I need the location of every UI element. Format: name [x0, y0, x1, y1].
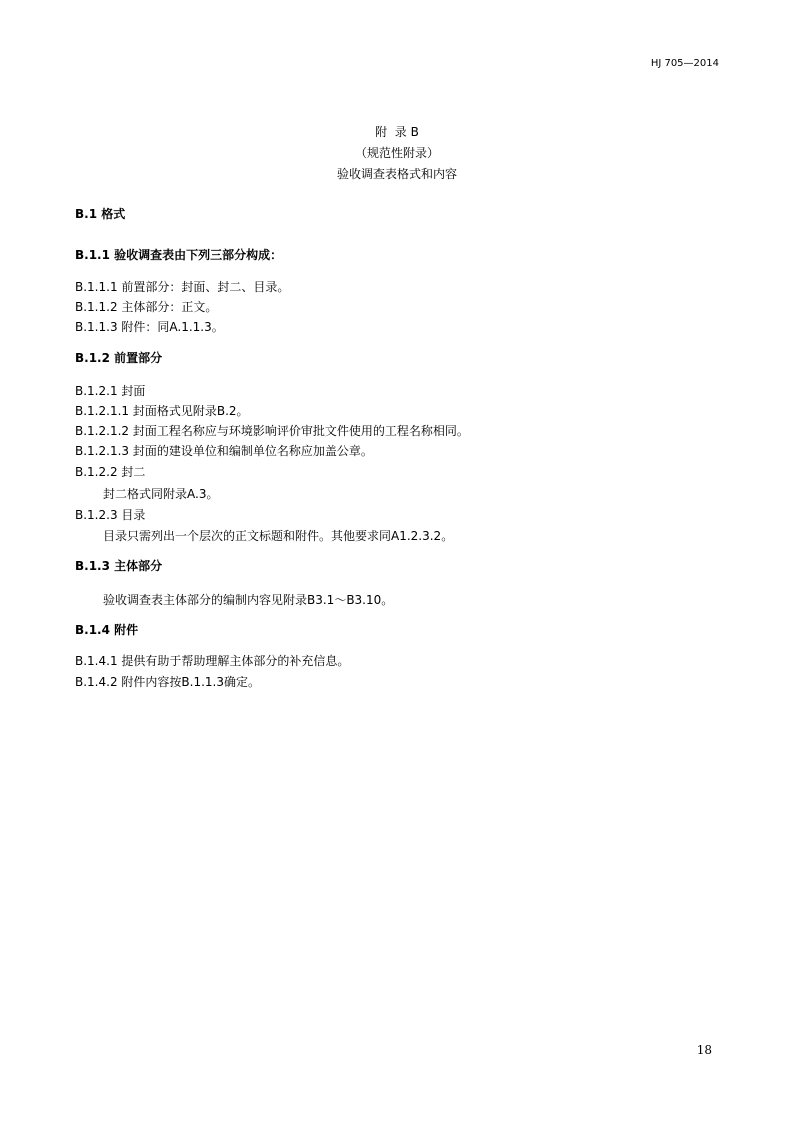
- clause-b1-2-3-text: 目录只需列出一个层次的正文标题和附件。其他要求同A1.2.3.2。: [103, 529, 454, 543]
- section-heading-b1-3: B.1.3 主体部分: [75, 559, 163, 573]
- clause-b1-2-2-text: 封二格式同附录A.3。: [103, 487, 219, 501]
- clause-b1-1-1: B.1.1.1 前置部分：封面、封二、目录。: [75, 280, 290, 294]
- clause-b1-2-3: B.1.2.3 目录: [75, 508, 146, 522]
- clause-b1-4-1: B.1.4.1 提供有助于帮助理解主体部分的补充信息。: [75, 654, 350, 668]
- section-heading-b1: B.1 格式: [75, 207, 126, 221]
- appendix-title-block: [0, 122, 794, 185]
- clause-b1-2-1: B.1.2.1 封面: [75, 384, 146, 398]
- clause-b1-2-1-2: B.1.2.1.2 封面工程名称应与环境影响评价审批文件使用的工程名称相同。: [75, 424, 469, 438]
- document-code: HJ 705—2014: [650, 58, 719, 69]
- clause-b1-1-2: B.1.1.2 主体部分：正文。: [75, 300, 218, 314]
- section-heading-b1-4: B.1.4 附件: [75, 623, 139, 637]
- section-heading-b1-1: B.1.1 验收调查表由下列三部分构成：: [75, 248, 283, 262]
- clause-b1-3-text: 验收调查表主体部分的编制内容见附录B3.1～B3.10。: [103, 593, 394, 607]
- appendix-label: 附 录 B: [375, 125, 419, 139]
- clause-b1-2-1-3: B.1.2.1.3 封面的建设单位和编制单位名称应加盖公章。: [75, 444, 373, 458]
- clause-b1-4-2: B.1.4.2 附件内容按B.1.1.3确定。: [75, 675, 260, 689]
- section-heading-b1-2: B.1.2 前置部分: [75, 351, 163, 365]
- appendix-nature: （规范性附录）: [354, 146, 439, 160]
- page-number: 18: [696, 1043, 712, 1057]
- appendix-name: 验收调查表格式和内容: [336, 167, 457, 181]
- clause-b1-2-2: B.1.2.2 封二: [75, 465, 146, 479]
- clause-b1-1-3: B.1.1.3 附件：同A.1.1.3。: [75, 320, 224, 334]
- clause-b1-2-1-1: B.1.2.1.1 封面格式见附录B.2。: [75, 404, 249, 418]
